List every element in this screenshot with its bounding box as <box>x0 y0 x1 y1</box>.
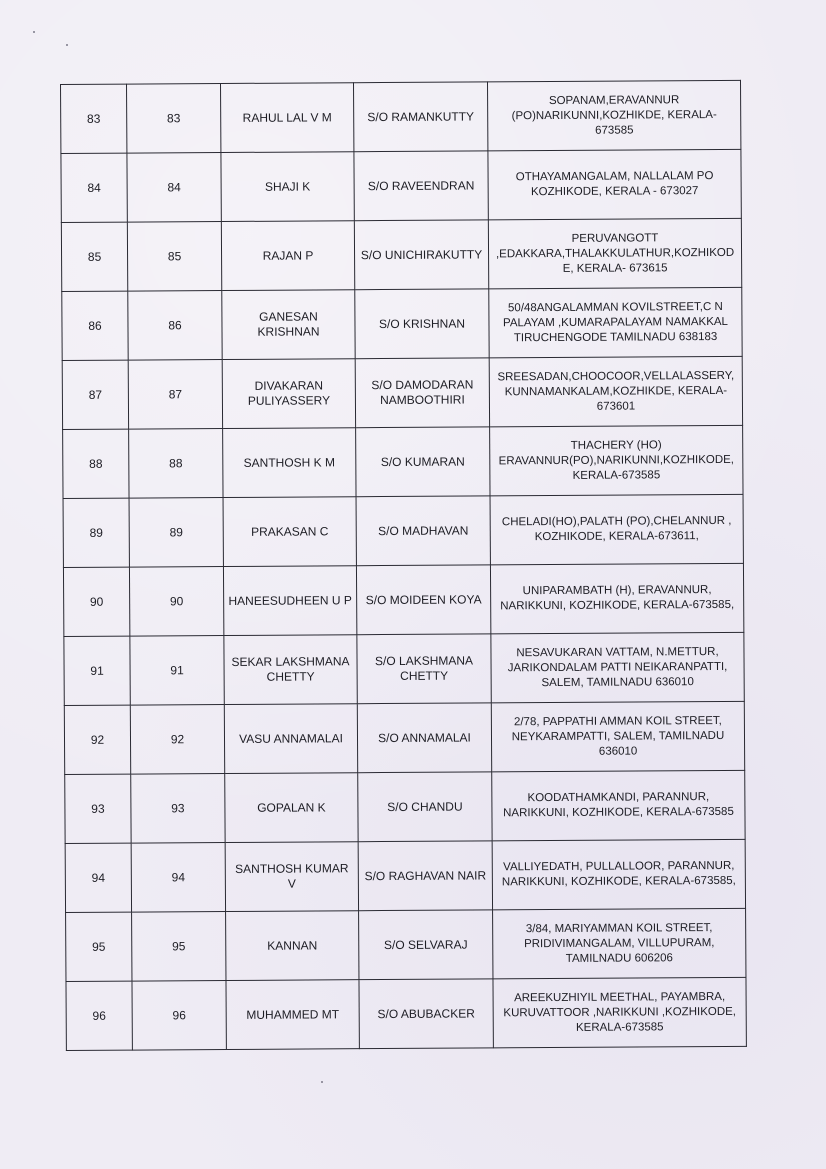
table-row <box>66 977 746 1050</box>
table-row <box>61 80 741 153</box>
reference-number-cell: 92 <box>130 705 224 775</box>
address-cell: 2/78, PAPPATHI AMMAN KOIL STREET, NEYKARAMPATTI, SALEM, TAMILNADU 636010 <box>491 701 744 772</box>
name-cell: SANTHOSH KUMAR V <box>225 842 358 912</box>
serial-number-cell: 87 <box>62 360 128 429</box>
address-cell: KOODATHAMKANDI, PARANNUR, NARIKKUNI, KOZHIKODE, KERALA-673585 <box>492 770 745 841</box>
address-cell: PERUVANGOTT ,EDAKKARA,THALAKKULATHUR,KOZHIKOD E, KERALA- 673615 <box>488 218 741 289</box>
reference-number-cell: 84 <box>127 153 221 223</box>
name-cell: SEKAR LAKSHMANA CHETTY <box>224 635 357 705</box>
reference-number-cell: 90 <box>129 567 223 637</box>
address-cell: OTHAYAMANGALAM, NALLALAM PO KOZHIKODE, KERALA - 673027 <box>488 149 741 220</box>
reference-number-cell: 91 <box>130 636 224 706</box>
name-cell: PRAKASAN C <box>223 497 356 567</box>
table-row <box>61 149 741 222</box>
name-cell: HANEESUDHEEN U P <box>223 566 356 636</box>
serial-number-cell: 88 <box>63 429 129 498</box>
table-row <box>62 287 742 360</box>
relation-cell: S/O ABUBACKER <box>359 979 493 1049</box>
reference-number-cell: 94 <box>131 843 225 913</box>
name-cell: MUHAMMED MT <box>226 980 359 1050</box>
address-cell: NESAVUKARAN VATTAM, N.METTUR, JARIKONDALAM PATTI NEIKARANPATTI, SALEM, TAMILNADU 636010 <box>491 632 744 703</box>
reference-number-cell: 96 <box>132 981 226 1051</box>
reference-number-cell: 83 <box>127 84 221 154</box>
table-row <box>61 218 741 291</box>
reference-number-cell: 88 <box>129 429 223 499</box>
name-cell: GANESAN KRISHNAN <box>222 290 355 360</box>
reference-number-cell: 85 <box>127 222 221 292</box>
relation-cell: S/O RAGHAVAN NAIR <box>358 841 492 911</box>
relation-cell: S/O MADHAVAN <box>356 496 490 566</box>
serial-number-cell: 91 <box>64 636 130 705</box>
relation-cell: S/O RAMANKUTTY <box>353 82 487 152</box>
address-cell: SREESADAN,CHOOCOOR,VELLALASSERY, KUNNAMANKALAM,KOZHIKDE, KERALA-673601 <box>489 356 742 427</box>
reference-number-cell: 86 <box>128 291 222 361</box>
address-cell: THACHERY (HO) ERAVANNUR(PO),NARIKUNNI,KOZHIKODE, KERALA-673585 <box>490 425 743 496</box>
relation-cell: S/O KRISHNAN <box>355 289 489 359</box>
table-row <box>62 356 742 429</box>
table-row <box>64 701 744 774</box>
relation-cell: S/O CHANDU <box>358 772 492 842</box>
serial-number-cell: 83 <box>61 84 127 153</box>
relation-cell: S/O LAKSHMANA CHETTY <box>357 634 491 704</box>
address-cell: 50/48ANGALAMMAN KOVILSTREET,C N PALAYAM ,KUMARAPALAYAM NAMAKKAL TIRUCHENGODE TAMILNADU 638183 <box>489 287 742 358</box>
table-row <box>63 563 743 636</box>
serial-number-cell: 92 <box>64 705 130 774</box>
reference-number-cell: 87 <box>128 360 222 430</box>
address-cell: CHELADI(HO),PALATH (PO),CHELANNUR , KOZHIKODE, KERALA-673611, <box>490 494 743 565</box>
scan-speck <box>33 31 35 33</box>
records-table <box>60 80 747 1051</box>
address-cell: VALLIYEDATH, PULLALLOOR, PARANNUR, NARIKKUNI, KOZHIKODE, KERALA-673585, <box>492 839 745 910</box>
serial-number-cell: 96 <box>66 981 132 1050</box>
address-cell: UNIPARAMBATH (H), ERAVANNUR, NARIKKUNI, KOZHIKODE, KERALA-673585, <box>490 563 743 634</box>
name-cell: RAJAN P <box>221 221 354 291</box>
serial-number-cell: 85 <box>61 222 127 291</box>
table-row <box>63 494 743 567</box>
reference-number-cell: 95 <box>132 912 226 982</box>
relation-cell: S/O UNICHIRAKUTTY <box>354 220 488 290</box>
name-cell: GOPALAN K <box>225 773 358 843</box>
serial-number-cell: 95 <box>66 912 132 981</box>
serial-number-cell: 90 <box>63 567 129 636</box>
relation-cell: S/O DAMODARAN NAMBOOTHIRI <box>355 358 489 428</box>
records-table-body <box>61 80 747 1050</box>
reference-number-cell: 93 <box>131 774 225 844</box>
serial-number-cell: 93 <box>65 774 131 843</box>
table-row <box>63 425 743 498</box>
address-cell: AREEKUZHIYIL MEETHAL, PAYAMBRA, KURUVATTOOR ,NARIKKUNI ,KOZHIKODE, KERALA-673585 <box>493 977 746 1048</box>
relation-cell: S/O KUMARAN <box>356 427 490 497</box>
name-cell: DIVAKARAN PULIYASSERY <box>222 359 355 429</box>
relation-cell: S/O RAVEENDRAN <box>354 151 488 221</box>
table-row <box>65 770 745 843</box>
serial-number-cell: 84 <box>61 153 127 222</box>
name-cell: VASU ANNAMALAI <box>224 704 357 774</box>
address-cell: SOPANAM,ERAVANNUR (PO)NARIKUNNI,KOZHIKDE, KERALA-673585 <box>487 80 740 151</box>
scan-speck <box>321 1081 323 1083</box>
table-row <box>66 908 746 981</box>
relation-cell: S/O MOIDEEN KOYA <box>356 565 490 635</box>
table-row <box>64 632 744 705</box>
serial-number-cell: 89 <box>63 498 129 567</box>
serial-number-cell: 86 <box>62 291 128 360</box>
name-cell: SANTHOSH K M <box>223 428 356 498</box>
name-cell: KANNAN <box>226 911 359 981</box>
name-cell: RAHUL LAL V M <box>221 83 354 153</box>
reference-number-cell: 89 <box>129 498 223 568</box>
relation-cell: S/O SELVARAJ <box>359 910 493 980</box>
address-cell: 3/84, MARIYAMMAN KOIL STREET, PRIDIVIMANGALAM, VILLUPURAM, TAMILNADU 606206 <box>493 908 746 979</box>
table-row <box>65 839 745 912</box>
scan-speck <box>66 44 68 46</box>
relation-cell: S/O ANNAMALAI <box>357 703 491 773</box>
serial-number-cell: 94 <box>65 843 131 912</box>
name-cell: SHAJI K <box>221 152 354 222</box>
